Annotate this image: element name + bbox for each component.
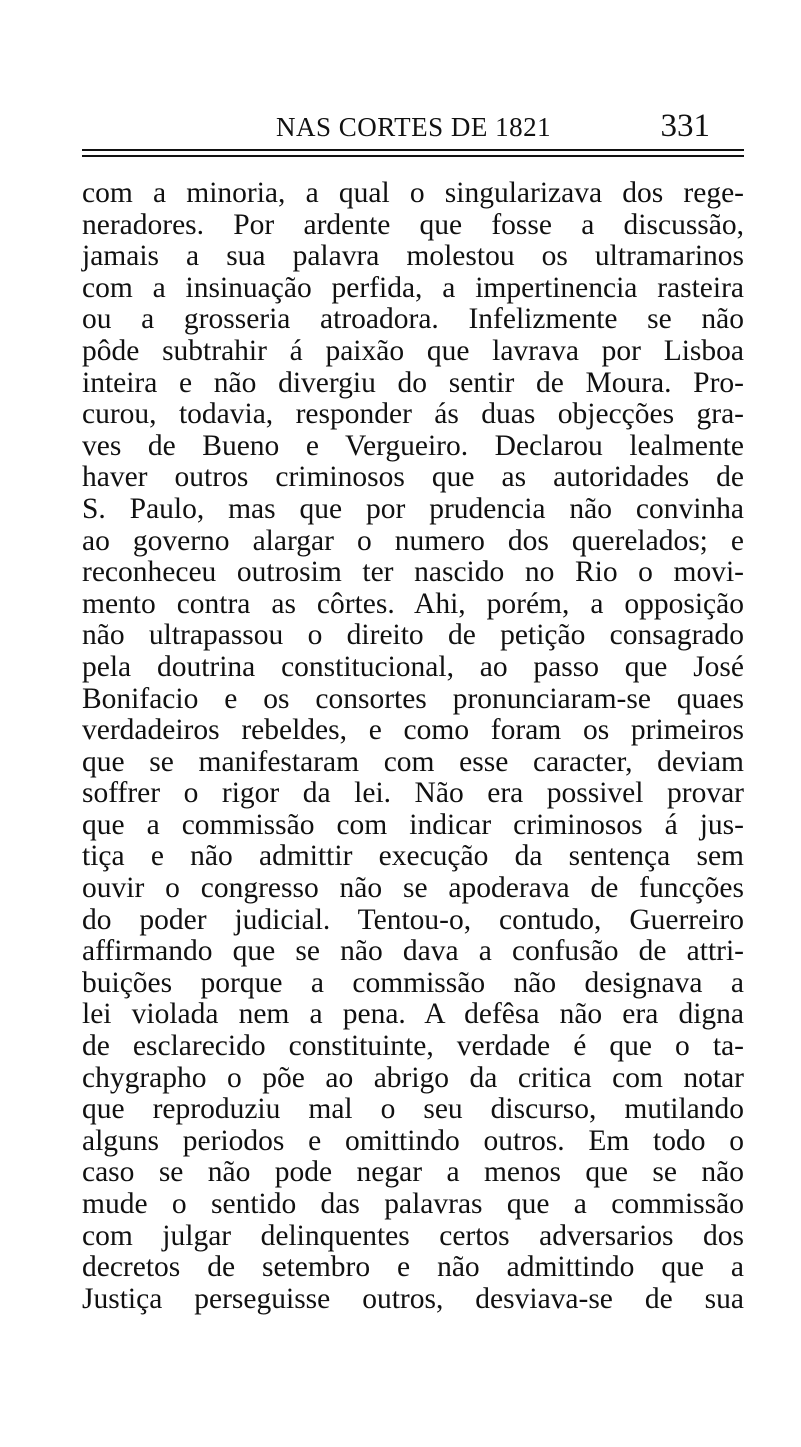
text-line: não ultrapassou o direito de petição consagrado	[82, 619, 744, 652]
text-line: ves de Bueno e Vergueiro. Declarou lealmente	[82, 429, 744, 462]
page-number: 331	[660, 108, 710, 144]
text-line: com julgar delinquentes certos adversarios dos	[82, 1219, 744, 1252]
text-line: que a commissão com indicar criminosos á jus-	[82, 808, 744, 841]
text-line: lei violada nem a pena. A defêsa não era digna	[82, 998, 744, 1031]
text-line: neradores. Por ardente que fosse a discussão,	[82, 208, 744, 241]
text-line: do poder judicial. Tentou-o, contudo, Guerreiro	[82, 903, 744, 936]
text-line: curou, todavia, responder ás duas objecções gra-	[82, 398, 744, 431]
text-line: ou a grosseria atroadora. Infelizmente se não	[82, 303, 744, 336]
text-line: tiça e não admittir execução da sentença sem	[82, 840, 744, 873]
header-rule-top	[82, 149, 744, 151]
text-line: affirmando que se não dava a confusão de attri-	[82, 935, 744, 968]
text-line: ouvir o congresso não se apoderava de funcções	[82, 872, 744, 905]
text-line: S. Paulo, mas que por prudencia não convinha	[82, 492, 744, 525]
body-text	[82, 178, 744, 1315]
text-line: soffrer o rigor da lei. Não era possivel provar	[82, 777, 744, 810]
text-line: pela doutrina constitucional, ao passo que José	[82, 650, 744, 683]
text-line: inteira e não divergiu do sentir de Moura. Pro-	[82, 366, 744, 399]
running-title: NAS CORTES DE 1821	[276, 112, 552, 142]
text-line: reconheceu outrosim ter nascido no Rio o movi-	[82, 556, 744, 589]
text-line: caso se não pode negar a menos que se não	[82, 1156, 744, 1189]
text-line: haver outros criminosos que as autoridades de	[82, 461, 744, 494]
text-line: jamais a sua palavra molestou os ultramarinos	[82, 240, 744, 273]
text-line: verdadeiros rebeldes, e como foram os primeiros	[82, 714, 744, 747]
text-line: alguns periodos e omittindo outros. Em todo o	[82, 1124, 744, 1157]
text-line: de esclarecido constituinte, verdade é que o ta-	[82, 1030, 744, 1063]
text-line: que se manifestaram com esse caracter, deviam	[82, 745, 744, 778]
text-line: pôde subtrahir á paixão que lavrava por Lisboa	[82, 334, 744, 367]
text-line: Justiça perseguisse outros, desviava-se de sua	[82, 1282, 744, 1315]
text-line: decretos de setembro e não admittindo que a	[82, 1251, 744, 1284]
text-line: com a insinuação perfida, a impertinencia rasteira	[82, 271, 744, 304]
text-line: que reproduziu mal o seu discurso, mutilando	[82, 1093, 744, 1126]
text-line: Bonifacio e os consortes pronunciaram-se quaes	[82, 682, 744, 715]
text-line: buições porque a commissão não designava a	[82, 966, 744, 999]
header-rule-bottom	[82, 155, 744, 157]
text-line: chygrapho o põe ao abrigo da critica com notar	[82, 1061, 744, 1094]
text-line: com a minoria, a qual o singularizava dos rege-	[82, 177, 744, 209]
text-line: mento contra as côrtes. Ahi, porém, a opposição	[82, 587, 744, 620]
text-line: mude o sentido das palavras que a commissão	[82, 1188, 744, 1220]
running-head	[82, 106, 744, 146]
text-line: ao governo alargar o numero dos querelados; e	[82, 524, 744, 557]
